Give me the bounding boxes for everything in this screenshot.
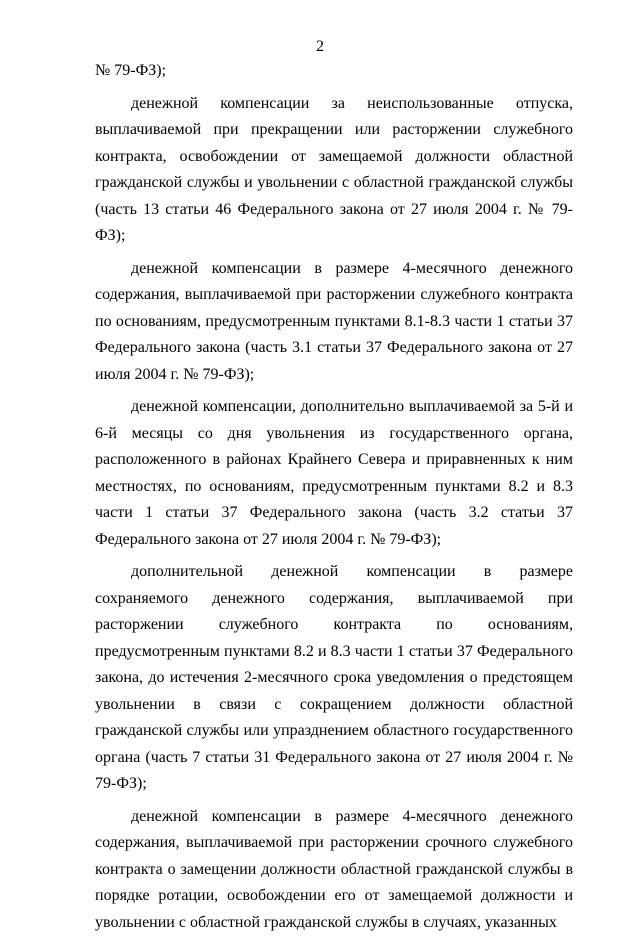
paragraph-continuation: № 79-ФЗ);	[95, 58, 573, 85]
paragraph-additional-compensation: дополнительной денежной компенсации в размере сохраняемого денежного содержания, выплачиваемой при расторжении служебного контракта по основаниям, предусмотренным пунктами 8.2 и 8.3 части 1 статьи 37 Федерального закона, до истечения 2-месячного срока уведомления о предстоящем увольнении в связи с сокращением должности областной гражданской службы или упразднением областного государственного органа (часть 7 статьи 31 Федерального закона от 27 июля 2004 г. № 79-ФЗ);	[95, 559, 573, 798]
document-body	[95, 58, 573, 936]
paragraph-unused-leave-compensation: денежной компенсации за неиспользованные отпуска, выплачиваемой при прекращении или расторжении служебного контракта, освобождении от замещаемой должности областной гражданской службы и увольнении с областной гражданской службы (часть 13 статьи 46 Федерального закона от 27 июля 2004 г. № 79-ФЗ);	[95, 91, 573, 250]
paragraph-far-north-compensation: денежной компенсации, дополнительно выплачиваемой за 5-й и 6-й месяцы со дня увольнения из государственного органа, расположенного в районах Крайнего Севера и приравненных к ним местностях, по основаниям, предусмотренным пунктами 8.2 и 8.3 части 1 статьи 37 Федерального закона (часть 3.2 статьи 37 Федерального закона от 27 июля 2004 г. № 79-ФЗ);	[95, 394, 573, 553]
paragraph-rotation-compensation: денежной компенсации в размере 4-месячного денежного содержания, выплачиваемой при расторжении срочного служебного контракта о замещении должности областной гражданской службы в порядке ротации, освобождении его от замещаемой должности и увольнении с областной гражданской службы в случаях, указанных	[95, 804, 573, 936]
page-number: 2	[0, 37, 640, 57]
paragraph-four-month-compensation: денежной компенсации в размере 4-месячного денежного содержания, выплачиваемой при расторжении служебного контракта по основаниям, предусмотренным пунктами 8.1-8.3 части 1 статьи 37 Федерального закона (часть 3.1 статьи 37 Федерального закона от 27 июля 2004 г. № 79-ФЗ);	[95, 256, 573, 389]
